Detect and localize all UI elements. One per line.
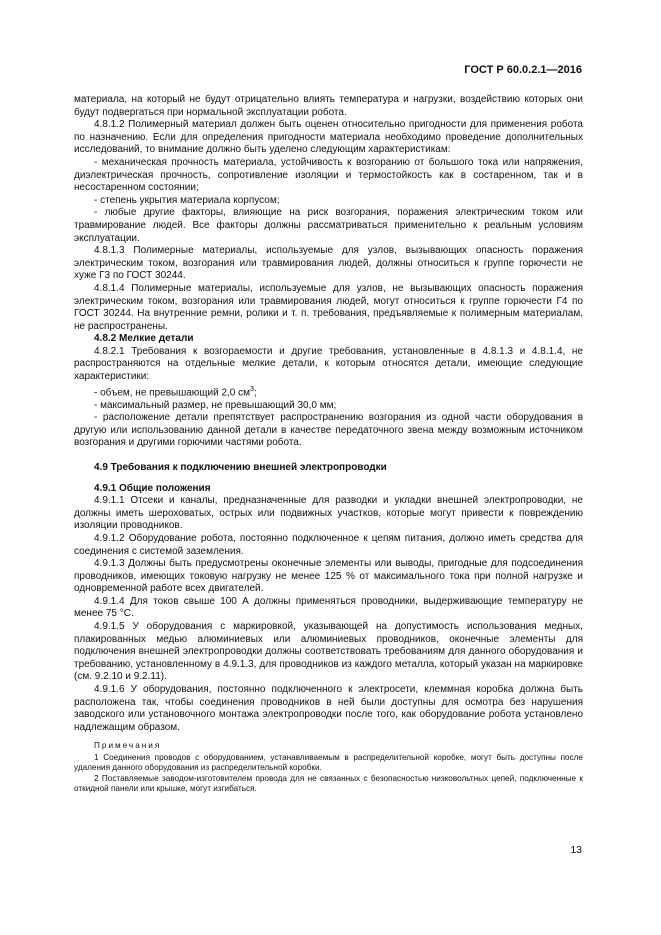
section-heading-4-9-1: 4.9.1 Общие положения: [94, 482, 211, 494]
note-1: 1 Соединения проводов с оборудованием, устанавливаемым в распределительной коробке, могут быть доступны после удаления данного оборудования из распределительной коробки.: [74, 752, 583, 773]
document-header: ГОСТ Р 60.0.2.1—2016: [464, 64, 582, 76]
list-item-text: - объем, не превышающий 2,0 см: [94, 386, 251, 398]
notes-title: Примечания: [94, 741, 162, 751]
list-item-end: ;: [253, 386, 257, 398]
clause-4-8-2-1: 4.8.2.1 Требования к возгораемости и другие требования, установленные в 4.8.1.3 и 4.8.1.4, не распространяются на отдельные мелкие детали, к которым относятся детали, имеющие следующие характеристики:: [74, 345, 583, 383]
document-body: [74, 94, 583, 794]
clause-4-9-1-6: 4.9.1.6 У оборудования, постоянно подключенного к электросети, клеммная коробка должна быть расположена так, чтобы соединения проводников в ней были доступны для осмотра без нарушения заводского или установочного монтажа электропроводки после того, как оборудование робота установлено надлежащим образом.: [74, 684, 583, 733]
superscript: 3: [250, 385, 254, 393]
clause-4-8-1-2: 4.8.1.2 Полимерный материал должен быть оценен относительно пригодности для применения робота по назначению. Если для определения пригодности материала необходимо проведение дополнительных исследований, то внимание должно быть уделено следующим характеристикам:: [74, 119, 583, 156]
clause-4-9-1-5: 4.9.1.5 У оборудования с маркировкой, указывающей на допустимость использования медных, плакированных медью алюминиевых или алюминиевых проводников, оконечные элементы для подключения внешней электропроводки должны соответствовать требованиям для данного оборудования и требованию, установленному в 4.9.1.3, для проводников из каждого металла, который указан на маркировке (см. 9.2.10 и 9.2.11).: [74, 621, 583, 683]
list-item: - расположение детали препятствует распространению возгорания из одной части оборудования в другую или использованию данной детали в качестве передаточного звена между возможным источником возгорания и другими горючими частями робота.: [74, 412, 583, 449]
paragraph: материала, на который не будут отрицательно влиять температура и нагрузки, воздействию которых они будут подвергаться при нормальной эксплуатации робота.: [74, 94, 583, 118]
clause-4-9-1-3: 4.9.1.3 Должны быть предусмотрены оконечные элементы или выводы, пригодные для подсоединения проводников, имеющих токовую нагрузку не менее 125 % от максимального тока при полной нагрузке и одновременной работе всех двигателей.: [74, 558, 583, 595]
clause-4-9-1-1: 4.9.1.1 Отсеки и каналы, предназначенные для разводки и укладки внешней электропроводки, не должны иметь шероховатых, острых или подвижных участков, которые могут привести к повреждению изоляции проводников.: [74, 495, 583, 532]
list-item: - механическая прочность материала, устойчивость к возгоранию от большого тока или напряжения, диэлектрическая прочность, сопротивление изоляции и термостойкость как в состаренном, так и в несостаренном состоянии;: [74, 156, 583, 194]
list-item: [74, 384, 583, 400]
clause-4-9-1-4: 4.9.1.4 Для токов свыше 100 А должны применяться проводники, выдерживающие температуру не менее 75 °С.: [74, 595, 583, 620]
note-2: 2 Поставляемые заводом-изготовителем провода для не связанных с безопасностью низковольтных цепей, подключенные к откидной панели или крышке, могут изгибаться.: [74, 773, 583, 794]
section-heading-4-9: 4.9 Требования к подключению внешней электропроводки: [94, 461, 387, 473]
list-item: - любые другие факторы, влияющие на риск возгорания, поражения электрическим током или травмирование людей. Все факторы должны рассматриваться применительно к реальным условиям эксплуатации.: [74, 207, 583, 244]
clause-4-9-1-2: 4.9.1.2 Оборудование робота, постоянно подключенное к цепям питания, должно иметь средства для соединения с системой заземления.: [74, 532, 583, 557]
page-number: 13: [570, 844, 582, 856]
clause-4-8-1-4: 4.8.1.4 Полимерные материалы, используемые для узлов, не вызывающих опасность поражения электрическим током, возгорания или травмирования людей, могут относиться к группе горючести Г4 по ГОСТ 30244. На внутренние ремни, ролики и т. п. требования, предъявляемые к полимерным материалам, не распространены.: [74, 282, 583, 332]
notes-block: [74, 741, 583, 794]
list-item: - максимальный размер, не превышающий 30,0 мм;: [94, 399, 337, 411]
section-heading-4-8-2: 4.8.2 Мелкие детали: [94, 333, 194, 345]
clause-4-8-1-3: 4.8.1.3 Полимерные материалы, используемые для узлов, вызывающих опасность поражения электрическим током, возгорания или травмирования людей, должны относиться к группе горючести не хуже Г3 по ГОСТ 30244.: [74, 245, 583, 282]
list-item: - степень укрытия материала корпусом;: [94, 194, 280, 206]
